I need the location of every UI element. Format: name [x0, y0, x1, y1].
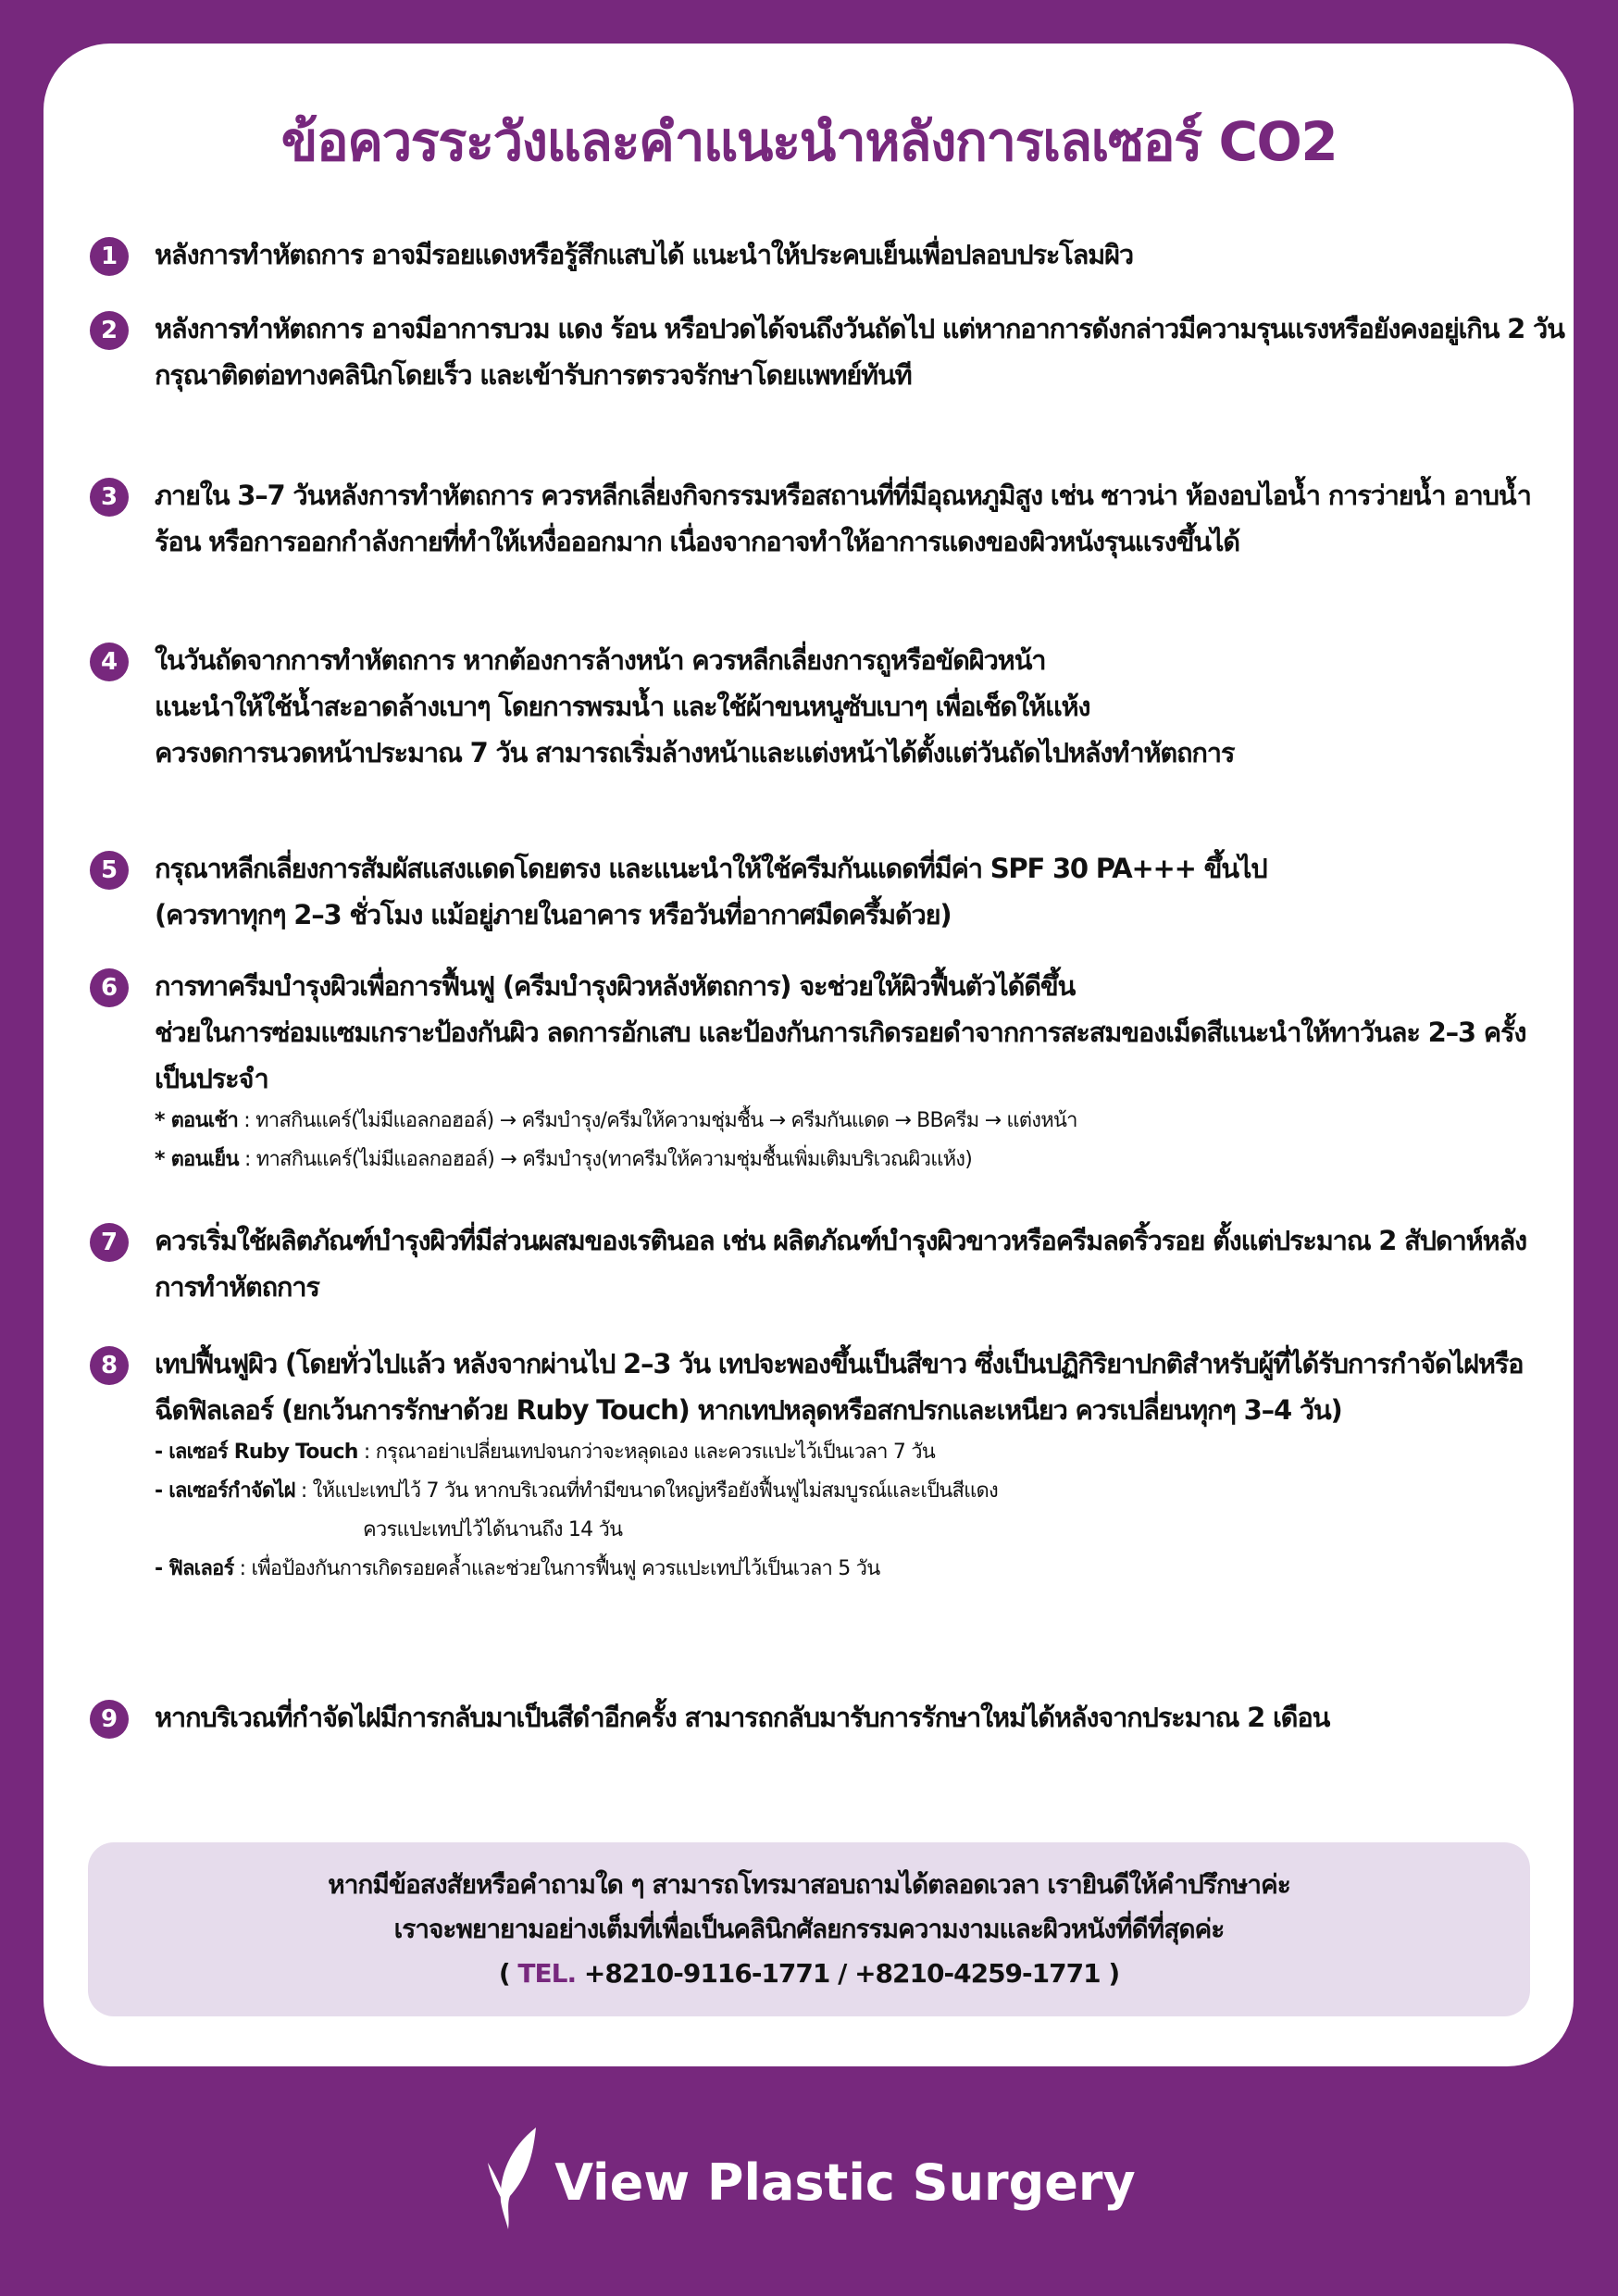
item-text-line: ช่วยในการซ่อมแซมเกราะป้องกันผิว ลดการอักเสบ และป้องกันการเกิดรอยดำจากการสะสมของเม็ดสีแนะนำให้ทาวันละ 2–3 ครั้ง เป็นประจำ: [155, 1017, 1526, 1094]
tape-label: - เลเซอร์กำจัดไฝ: [155, 1479, 295, 1503]
tape-label: - เลเซอร์ Ruby Touch: [155, 1441, 358, 1464]
tape-instruction: : เพื่อป้องกันการเกิดรอยคล้ำและช่วยในการฟื้นฟู ควรแปะเทปไว้เป็นเวลา 5 วัน: [233, 1557, 880, 1580]
number-badge: 8: [90, 1346, 129, 1385]
footer-brand: [0, 2120, 1618, 2231]
number-badge: 3: [90, 478, 129, 517]
tape-instruction: : ให้แปะเทปไว้ 7 วัน หากบริเวณที่ทำมีขนาดใหญ่หรือยังฟื้นฟูไม่สมบูรณ์และเป็นสีแดง: [294, 1479, 998, 1503]
item-text: หากบริเวณที่กำจัดไฝมีการกลับมาเป็นสีดำอีกครั้ง สามารถกลับมารับการรักษาใหม่ได้หลังจากประมาณ 2 เดือน: [155, 1702, 1330, 1733]
item-text-line: ควรงดการนวดหน้าประมาณ 7 วัน สามารถเริ่มล้างหน้าและแต่งหน้าได้ตั้งแต่วันถัดไปหลังทำหัตถการ: [155, 737, 1235, 768]
item-text: หลังการทำหัตถการ อาจมีรอยแดงหรือรู้สึกแสบได้ แนะนำให้ประคบเย็นเพื่อปลอบประโลมผิว: [155, 239, 1133, 270]
routine-label: * ตอนเช้า: [155, 1109, 239, 1132]
callout-line-1: หากมีข้อสงสัยหรือคำถามใด ๆ สามารถโทรมาสอบถามได้ตลอดเวลา เรายินดีให้คำปรึกษาค่ะ: [328, 1869, 1290, 1900]
tel-label: TEL.: [517, 1958, 577, 1989]
tape-filler: [155, 1550, 1534, 1589]
contact-callout: [88, 1842, 1530, 2016]
routine-label: * ตอนเย็น: [155, 1148, 239, 1171]
tape-mole-removal: [155, 1472, 1534, 1511]
item-text-line: กรุณาหลีกเลี่ยงการสัมผัสแสงแดดโดยตรง และแนะนำให้ใช้ครีมกันแดดที่มีค่า SPF 30 PA+++ ขึ้นไป: [155, 853, 1267, 884]
tape-label: - ฟิลเลอร์: [155, 1557, 234, 1580]
routine-morning: [155, 1102, 1534, 1141]
item-text: ภายใน 3–7 วันหลังการทำหัตถการ ควรหลีกเลี่ยงกิจกรรมหรือสถานที่ที่มีอุณหภูมิสูง เช่น ซาวน่า ห้องอบไอน้ำ การว่ายน้ำ อาบน้ำร้อน หรือการออกกำลังกายที่ทำให้เหงื่อออกมาก เนื่องจากอาจทำให้อาการแดงของผิวหนังรุนแรงขึ้นได้: [155, 480, 1531, 557]
list-item-6: [90, 963, 1534, 1179]
page-title: ข้อควรระวังและคำแนะนำหลังการเลเซอร์ CO2: [280, 110, 1338, 173]
paren-open: (: [498, 1958, 518, 1989]
leaf-logo-icon: [482, 2120, 547, 2231]
list-item-3: [90, 472, 1534, 565]
callout-line-2: เราจะพยายามอย่างเต็มที่เพื่อเป็นคลินิกศัลยกรรมความงามและผิวหนังที่ดีที่สุดค่ะ: [393, 1914, 1225, 1944]
number-badge: 9: [90, 1700, 129, 1739]
list-item-5: [90, 845, 1534, 938]
number-badge: 5: [90, 851, 129, 890]
item-text: ควรเริ่มใช้ผลิตภัณฑ์บำรุงผิวที่มีส่วนผสมของเรตินอล เช่น ผลิตภัณฑ์บำรุงผิวขาวหรือครีมลดริ้วรอย ตั้งแต่ประมาณ 2 สัปดาห์หลังการทำหัตถการ: [155, 1225, 1526, 1303]
list-item-4: [90, 637, 1534, 776]
item-text: เทปฟื้นฟูผิว (โดยทั่วไปแล้ว หลังจากผ่านไป 2–3 วัน เทปจะพองขึ้นเป็นสีขาว ซึ่งเป็นปฏิกิริยาปกติสำหรับผู้ที่ได้รับการกำจัดไฝหรือฉีดฟิลเลอร์ (ยกเว้นการรักษาด้วย Ruby Touch) หากเทปหลุดหรือสกปรกและเหนียว ควรเปลี่ยนทุกๆ 3–4 วัน): [155, 1348, 1524, 1426]
item-text: หลังการทำหัตถการ อาจมีอาการบวม แดง ร้อน หรือปวดได้จนถึงวันถัดไป แต่หากอาการดังกล่าวมีความรุนแรงหรือยังคงอยู่เกิน 2 วัน กรุณาติดต่อทางคลินิกโดยเร็ว และเข้ารับการตรวจรักษาโดยแพทย์ทันที: [155, 313, 1564, 391]
list-item-1: [90, 231, 1534, 278]
list-item-9: [90, 1694, 1534, 1741]
phone-line: [88, 1952, 1530, 1996]
phone-numbers: +8210-9116-1771 / +8210-4259-1771 ): [576, 1958, 1120, 1989]
number-badge: 1: [90, 237, 129, 276]
brand-name: View Plastic Surgery: [554, 2152, 1136, 2212]
routine-steps: : ทาสกินแคร์(ไม่มีแอลกอฮอล์) → ครีมบำรุง/ครีมให้ความชุ่มชื้น → ครีมกันแดด → BBครีม → แต่งหน้า: [238, 1109, 1077, 1132]
number-badge: 2: [90, 311, 129, 350]
routine-steps: : ทาสกินแคร์(ไม่มีแอลกอฮอล์) → ครีมบำรุง(ทาครีมให้ความชุ่มชื้นเพิ่มเติมบริเวณผิวแห้ง): [238, 1148, 973, 1171]
routine-evening: [155, 1141, 1534, 1179]
item-text-line: ในวันถัดจากการทำหัตถการ หากต้องการล้างหน้า ควรหลีกเลี่ยงการถูหรือขัดผิวหน้า: [155, 644, 1046, 676]
number-badge: 7: [90, 1223, 129, 1262]
list-item-8: [90, 1341, 1534, 1589]
number-badge: 6: [90, 968, 129, 1007]
tape-instruction: ควรแปะเทปไว้ได้นานถึง 14 วัน: [363, 1518, 623, 1541]
tape-instruction: : กรุณาอย่าเปลี่ยนเทปจนกว่าจะหลุดเอง และควรแปะไว้เป็นเวลา 7 วัน: [357, 1441, 936, 1464]
item-text-line: การทาครีมบำรุงผิวเพื่อการฟื้นฟู (ครีมบำรุงผิวหลังหัตถการ) จะช่วยให้ผิวฟื้นตัวได้ดีขึ้น: [155, 970, 1076, 1002]
number-badge: 4: [90, 643, 129, 681]
tape-ruby-touch: [155, 1433, 1534, 1472]
item-text-line: แนะนำให้ใช้น้ำสะอาดล้างเบาๆ โดยการพรมน้ำ และใช้ผ้าขนหนูซับเบาๆ เพื่อเช็ดให้แห้ง: [155, 691, 1090, 722]
item-text-line: (ควรทาทุกๆ 2–3 ชั่วโมง แม้อยู่ภายในอาคาร หรือวันที่อากาศมืดครึ้มด้วย): [155, 899, 952, 930]
tape-mole-removal-cont: [363, 1511, 1534, 1550]
list-item-7: [90, 1217, 1534, 1310]
list-item-2: [90, 306, 1564, 398]
